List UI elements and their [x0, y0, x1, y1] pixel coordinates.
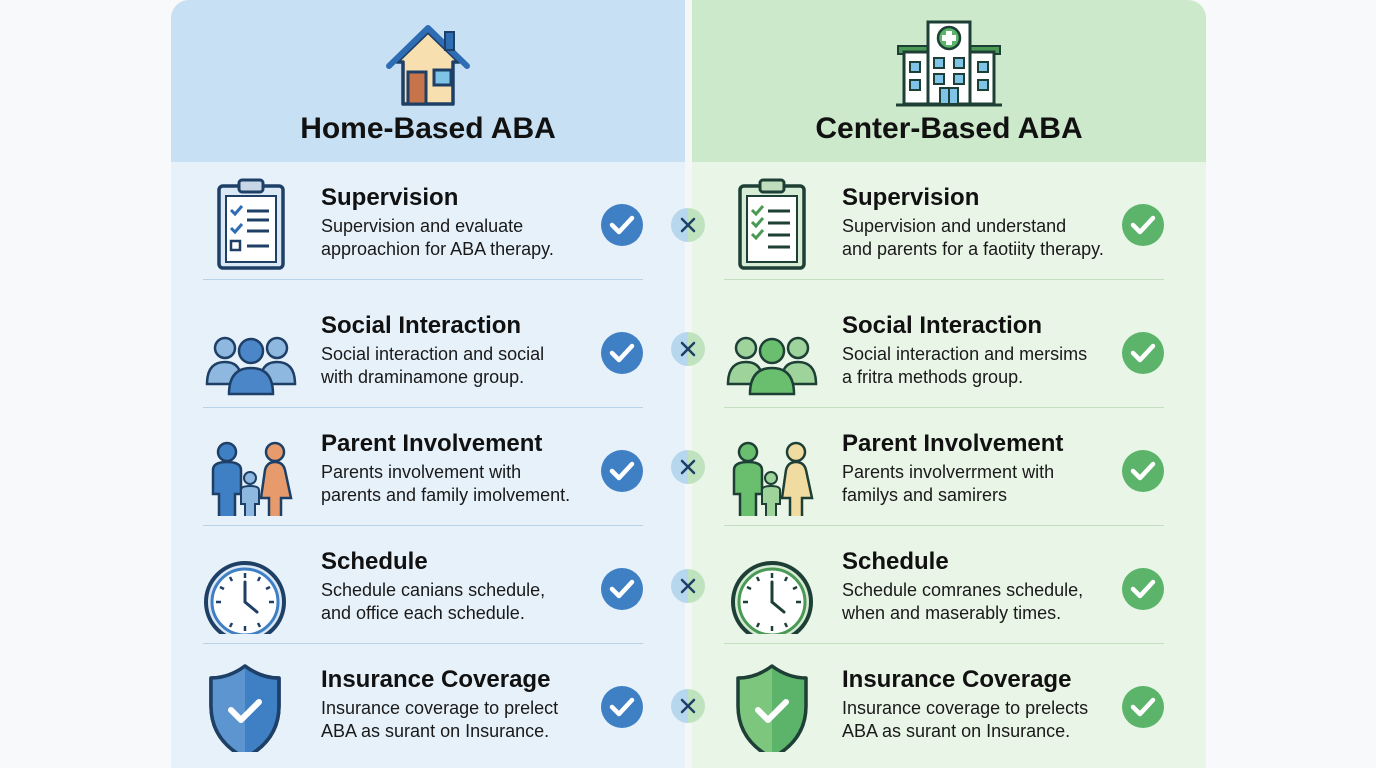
- check-icon: [601, 204, 643, 246]
- center-row-social-interaction: [692, 290, 1206, 408]
- cross-icon: [671, 569, 705, 603]
- row-title: Insurance Coverage: [321, 666, 551, 693]
- check-icon: [601, 686, 643, 728]
- row-title: Supervision: [321, 184, 459, 211]
- home-header: [171, 0, 685, 162]
- hospital-building-icon: [896, 18, 1002, 108]
- clock-icon: [724, 542, 820, 634]
- row-title: Parent Involvement: [842, 430, 1064, 457]
- row-title: Schedule: [842, 548, 949, 575]
- cross-icon: [671, 208, 705, 242]
- row-title: Supervision: [842, 184, 980, 211]
- shield-check-icon: [724, 660, 820, 752]
- panel-divider: [685, 0, 692, 768]
- row-title: Social Interaction: [321, 312, 522, 339]
- home-title: Home-Based ABA: [300, 112, 556, 145]
- row-title: Social Interaction: [842, 312, 1043, 339]
- cross-icon: [671, 332, 705, 366]
- row-title: Parent Involvement: [321, 430, 543, 457]
- cross-icon: [671, 450, 705, 484]
- row-divider: [203, 279, 643, 280]
- check-icon: [601, 450, 643, 492]
- check-icon: [1122, 204, 1164, 246]
- home-row-parent-involvement: [171, 408, 685, 526]
- center-based-panel: [692, 0, 1206, 768]
- center-title: Center-Based ABA: [815, 112, 1083, 145]
- center-row-supervision: [692, 162, 1206, 280]
- row-description: Parents involvement with parents and family imolvement.: [321, 462, 571, 505]
- check-icon: [601, 568, 643, 610]
- check-icon: [1122, 686, 1164, 728]
- check-icon: [1122, 568, 1164, 610]
- row-description: Social interaction and mersims a fritra methods group.: [842, 344, 1088, 387]
- group-people-icon: [724, 306, 820, 398]
- row-divider: [724, 279, 1164, 280]
- family-icon: [203, 424, 299, 516]
- clock-icon: [203, 542, 299, 634]
- center-row-parent-involvement: [692, 408, 1206, 526]
- row-description: Supervision and evaluate approachion for ABA therapy.: [321, 216, 554, 259]
- row-description: Insurance coverage to prelect ABA as surant on Insurance.: [321, 698, 559, 741]
- row-title: Insurance Coverage: [842, 666, 1072, 693]
- home-row-insurance-coverage: [171, 644, 685, 762]
- row-description: Social interaction and social with draminamone group.: [321, 344, 545, 387]
- row-description: Parents involverrment with familys and samirers: [842, 462, 1055, 505]
- check-icon: [1122, 450, 1164, 492]
- house-icon: [383, 18, 473, 108]
- group-people-icon: [203, 306, 299, 398]
- cross-icon: [671, 689, 705, 723]
- center-header: [692, 0, 1206, 162]
- home-based-panel: [171, 0, 685, 768]
- check-icon: [1122, 332, 1164, 374]
- shield-check-icon: [203, 660, 299, 752]
- family-icon: [724, 424, 820, 516]
- row-description: Supervision and understand and parents for a faotiity therapy.: [842, 216, 1104, 259]
- check-icon: [601, 332, 643, 374]
- center-row-schedule: [692, 526, 1206, 644]
- clipboard-checklist-icon: [203, 178, 299, 270]
- home-row-supervision: [171, 162, 685, 280]
- clipboard-checklist-icon: [724, 178, 820, 270]
- row-title: Schedule: [321, 548, 428, 575]
- row-description: Insurance coverage to prelects ABA as surant on Insurance.: [842, 698, 1089, 741]
- row-description: Schedule comranes schedule, when and maserably times.: [842, 580, 1084, 623]
- home-row-schedule: [171, 526, 685, 644]
- center-row-insurance-coverage: [692, 644, 1206, 762]
- home-row-social-interaction: [171, 290, 685, 408]
- row-description: Schedule canians schedule, and office each schedule.: [321, 580, 546, 623]
